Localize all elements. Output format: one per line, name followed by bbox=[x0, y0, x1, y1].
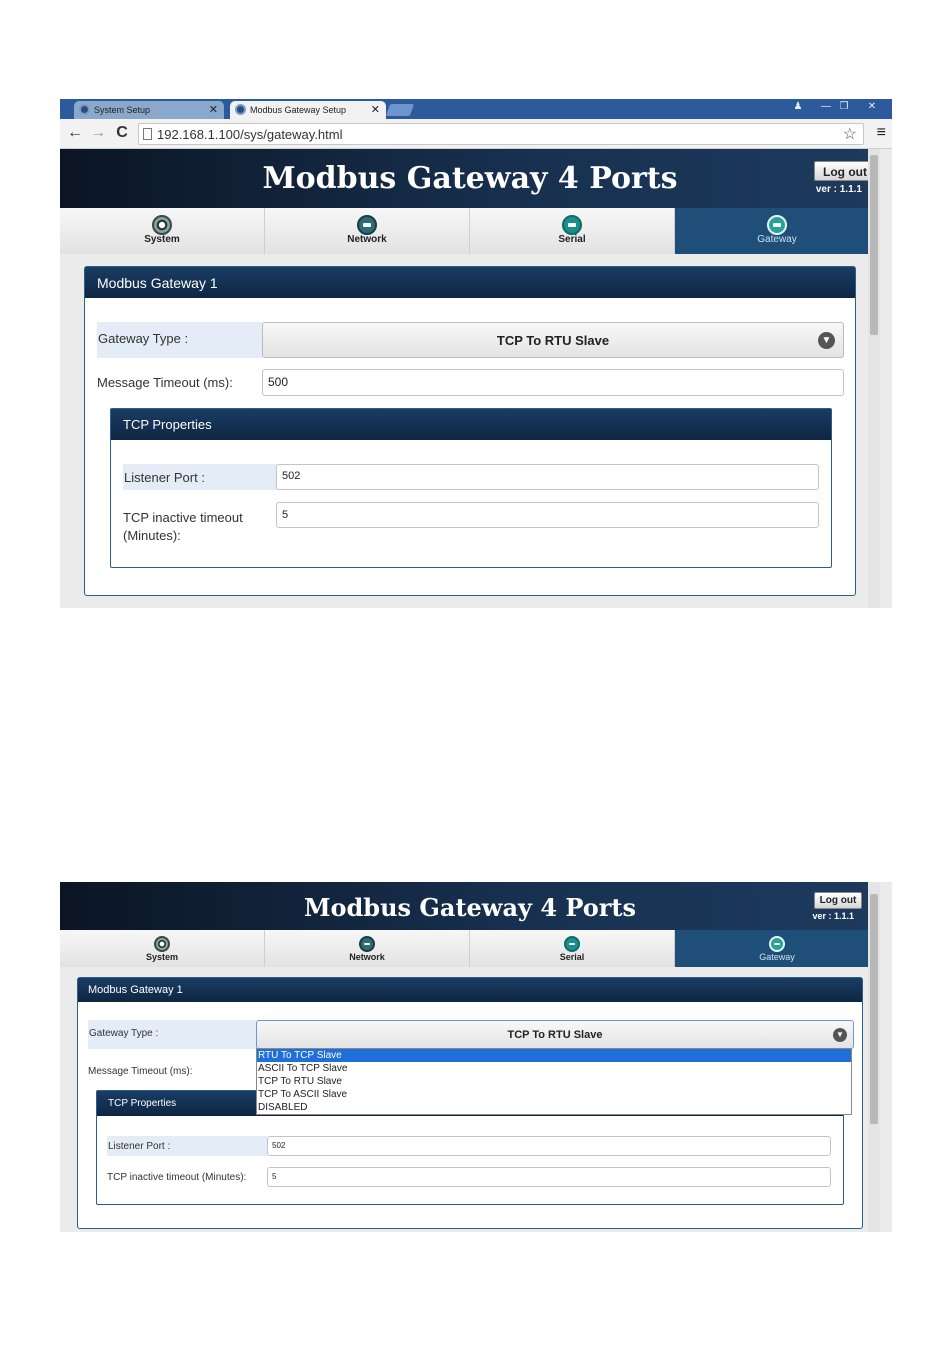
scrollbar[interactable] bbox=[868, 149, 880, 608]
network-icon bbox=[357, 215, 377, 235]
gateway-panel bbox=[84, 266, 856, 596]
nav-tab-network[interactable] bbox=[265, 208, 470, 254]
listener-port-label: Listener Port : bbox=[123, 464, 277, 490]
gateway-page bbox=[60, 882, 880, 1232]
nav-tab-network[interactable] bbox=[265, 930, 470, 967]
nav-label: System bbox=[145, 952, 179, 962]
inactive-timeout-label: TCP inactive timeout (Minutes): bbox=[123, 510, 243, 543]
page-title: Modbus Gateway 4 Ports bbox=[303, 893, 637, 922]
version-label: ver : 1.1.1 bbox=[812, 911, 854, 921]
dropdown-option[interactable]: TCP To RTU Slave bbox=[258, 1076, 342, 1087]
gateway-type-value: TCP To RTU Slave bbox=[496, 333, 610, 348]
nav-label: Network bbox=[347, 234, 387, 245]
nav-label: Gateway bbox=[757, 234, 797, 245]
scrollbar-thumb[interactable] bbox=[870, 155, 878, 335]
chevron-down-icon: ▼ bbox=[818, 332, 835, 349]
inactive-timeout-input[interactable]: 5 bbox=[267, 1167, 831, 1187]
back-icon[interactable]: ← bbox=[67, 124, 83, 141]
nav-tab-system[interactable] bbox=[60, 930, 265, 967]
gateway-type-select[interactable] bbox=[256, 1020, 854, 1049]
page-title: Modbus Gateway 4 Ports bbox=[262, 161, 678, 196]
nav-label: System bbox=[144, 234, 180, 245]
nav-tab-gateway[interactable] bbox=[675, 208, 880, 254]
listener-port-input[interactable]: 502 bbox=[276, 464, 819, 490]
close-window-icon[interactable]: ✕ bbox=[867, 101, 877, 112]
page-icon bbox=[143, 128, 152, 140]
serial-icon bbox=[562, 215, 582, 235]
gateway-icon bbox=[767, 215, 787, 235]
minimize-icon[interactable]: — bbox=[821, 101, 831, 112]
nav-tab-serial[interactable] bbox=[470, 930, 675, 967]
panel-title: Modbus Gateway 1 bbox=[85, 267, 855, 298]
panel-title: Modbus Gateway 1 bbox=[78, 978, 862, 1002]
dropdown-option[interactable]: RTU To TCP Slave bbox=[257, 1049, 851, 1062]
message-timeout-input[interactable]: 500 bbox=[262, 369, 844, 396]
scrollbar[interactable] bbox=[868, 882, 880, 1232]
close-icon[interactable]: ✕ bbox=[370, 104, 380, 116]
browser-tab-system-setup[interactable] bbox=[74, 101, 224, 119]
system-icon bbox=[154, 936, 170, 952]
bookmark-star-icon[interactable]: ☆ bbox=[842, 126, 857, 143]
nav-label: Serial bbox=[559, 952, 585, 962]
reload-icon[interactable]: C bbox=[116, 124, 128, 141]
chrome-icon bbox=[79, 104, 90, 115]
url-field[interactable] bbox=[138, 123, 864, 145]
dropdown-option[interactable]: DISABLED bbox=[258, 1102, 308, 1113]
forward-icon[interactable]: → bbox=[90, 124, 106, 141]
message-timeout-label: Message Timeout (ms): bbox=[97, 375, 233, 390]
menu-icon[interactable]: ≡ bbox=[876, 124, 886, 141]
nav-tab-gateway[interactable] bbox=[675, 930, 880, 967]
gateway-type-label: Gateway Type : bbox=[97, 322, 262, 358]
gateway-type-dropdown bbox=[256, 1048, 852, 1115]
tcp-properties-panel bbox=[110, 408, 832, 568]
user-icon[interactable]: ♟ bbox=[793, 101, 803, 112]
dropdown-option[interactable]: TCP To ASCII Slave bbox=[258, 1089, 348, 1100]
logout-button[interactable]: Log out bbox=[814, 161, 876, 181]
main-nav bbox=[60, 930, 880, 967]
gateway-icon bbox=[769, 936, 785, 952]
tcp-properties-title: TCP Properties bbox=[97, 1091, 843, 1116]
browser-tab-gateway-setup[interactable] bbox=[230, 101, 386, 119]
gateway-type-value: TCP To RTU Slave bbox=[507, 1029, 603, 1041]
inactive-timeout-label: TCP inactive timeout (Minutes): bbox=[107, 1172, 247, 1183]
restore-icon[interactable]: ❐ bbox=[839, 101, 849, 112]
logout-button[interactable]: Log out bbox=[814, 892, 862, 909]
nav-tab-system[interactable] bbox=[60, 208, 265, 254]
chrome-icon bbox=[235, 104, 246, 115]
system-icon bbox=[152, 215, 172, 235]
url-text: 192.168.1.100/sys/gateway.html bbox=[157, 127, 343, 142]
tab-label: Modbus Gateway Setup bbox=[250, 105, 347, 115]
app-header bbox=[60, 882, 880, 930]
gateway-page bbox=[60, 149, 880, 608]
nav-label: Gateway bbox=[759, 952, 795, 962]
address-bar bbox=[60, 119, 892, 149]
message-timeout-label: Message Timeout (ms): bbox=[88, 1066, 193, 1077]
tab-label: System Setup bbox=[94, 105, 151, 115]
version-label: ver : 1.1.1 bbox=[815, 184, 862, 195]
main-nav bbox=[60, 208, 880, 254]
browser-window bbox=[60, 99, 892, 608]
close-icon[interactable]: ✕ bbox=[208, 104, 218, 116]
browser-tab-bar bbox=[60, 99, 892, 119]
scrollbar-thumb[interactable] bbox=[870, 894, 878, 1124]
tcp-properties-title: TCP Properties bbox=[111, 409, 831, 440]
new-tab-button[interactable] bbox=[386, 104, 414, 116]
nav-label: Serial bbox=[558, 234, 586, 245]
serial-icon bbox=[564, 936, 580, 952]
chevron-down-icon: ▼ bbox=[833, 1028, 847, 1042]
inactive-timeout-input[interactable]: 5 bbox=[276, 502, 819, 528]
dropdown-option[interactable]: ASCII To TCP Slave bbox=[258, 1063, 348, 1074]
nav-label: Network bbox=[349, 952, 385, 962]
network-icon bbox=[359, 936, 375, 952]
gateway-type-select[interactable] bbox=[262, 322, 844, 358]
app-header bbox=[60, 149, 880, 208]
listener-port-input[interactable]: 502 bbox=[267, 1136, 831, 1156]
listener-port-label: Listener Port : bbox=[107, 1136, 267, 1156]
gateway-type-label: Gateway Type : bbox=[88, 1020, 256, 1049]
nav-tab-serial[interactable] bbox=[470, 208, 675, 254]
browser-window-dropdown-open bbox=[60, 882, 892, 1232]
